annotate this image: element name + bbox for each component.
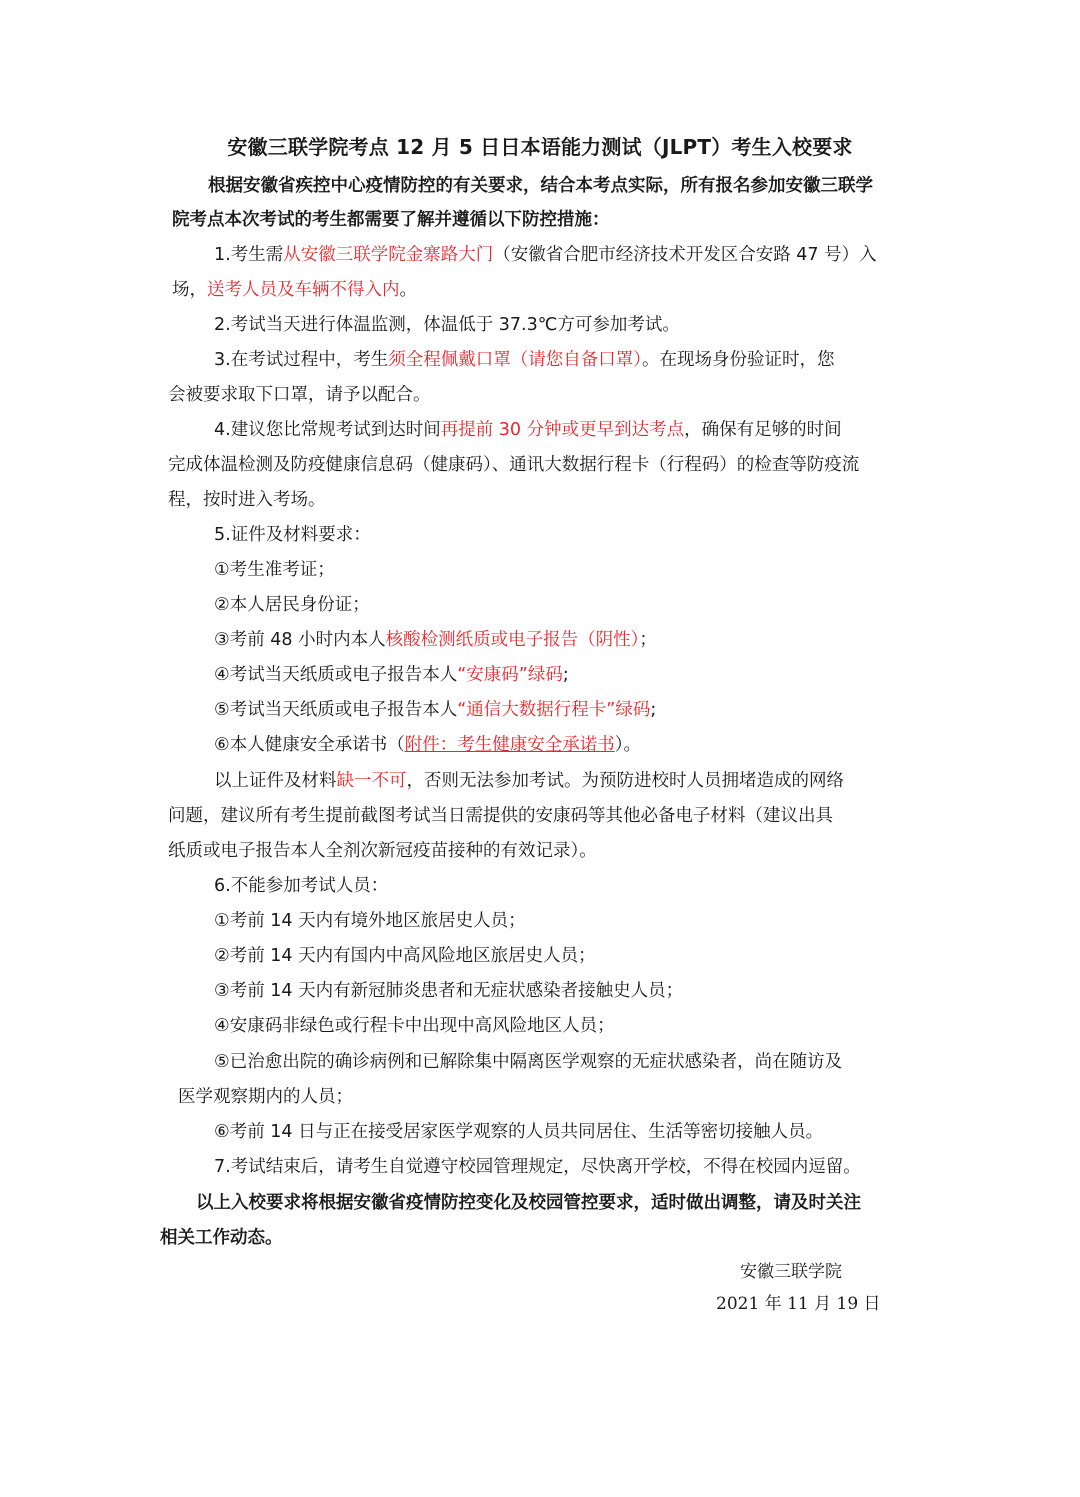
item-5-sub-6-end: ）。 — [614, 735, 641, 755]
item-6-sub-5-line-2: 医学观察期内的人员； — [178, 1087, 353, 1107]
closing-line-1: 以上入校要求将根据安徽省疫情防控变化及校园管控要求，适时做出调整，请及时关注 — [196, 1193, 861, 1213]
item-5-note-line-1 — [214, 766, 844, 796]
item-5-sub-5-end: ; — [650, 700, 657, 720]
item-5-note-line-2: 问题，建议所有考生提前截图考试当日需提供的安康码等其他必备电子材料（建议出具 — [168, 806, 833, 826]
document-title: 安徽三联学院考点 12 月 5 日日本语能力测试（JLPT）考生入校要求 — [227, 135, 853, 159]
item-3-mask-highlight: 须全程佩戴口罩（请您自备口罩） — [388, 350, 642, 370]
item-5-sub-4 — [214, 660, 569, 690]
item-1-entrance-highlight: 从安徽三联学院金寨路大门 — [283, 245, 494, 265]
item-6-heading: 6.不能参加考试人员： — [214, 876, 389, 896]
item-4-text-cont: ，确保有足够的时间 — [684, 420, 842, 440]
item-5-sub-4-end: ; — [562, 665, 569, 685]
signature-date: 2021 年 11 月 19 日 — [716, 1294, 881, 1314]
item-6-sub-2: ②考前 14 天内有国内中高风险地区旅居史人员； — [214, 946, 596, 966]
item-4-arrival-highlight: 再提前 30 分钟或更早到达考点 — [440, 420, 685, 440]
item-1-line-1 — [214, 240, 877, 270]
intro-line-1: 根据安徽省疾控中心疫情防控的有关要求，结合本考点实际，所有报名参加安徽三联学 — [208, 176, 873, 196]
item-4-text: 4.建议您比常规考试到达时间 — [214, 420, 441, 440]
item-5-sub-2: ②本人居民身份证； — [214, 595, 370, 615]
signature-organization: 安徽三联学院 — [740, 1262, 842, 1282]
item-3-line-1 — [214, 345, 834, 375]
item-5-sub-5-text: ⑤考试当天纸质或电子报告本人 — [214, 700, 458, 720]
item-5-heading: 5.证件及材料要求： — [214, 525, 371, 545]
item-5-sub-6-text: ⑥本人健康安全承诺书（ — [214, 735, 405, 755]
item-5-sub-3-text: ③考前 48 小时内本人 — [214, 630, 386, 650]
item-1-no-escort-highlight: 送考人员及车辆不得入内 — [207, 280, 400, 300]
item-5-sub-1: ①考生准考证； — [214, 560, 335, 580]
indispensable-highlight: 缺一不可 — [336, 771, 407, 791]
item-1-text-cont: 场， — [172, 280, 207, 300]
item-7: 7.考试结束后，请考生自觉遵守校园管理规定，尽快离开学校，不得在校园内逗留。 — [214, 1157, 861, 1177]
item-5-sub-3 — [214, 625, 657, 655]
closing-line-2: 相关工作动态。 — [160, 1228, 283, 1248]
item-5-sub-4-text: ④考试当天纸质或电子报告本人 — [214, 665, 458, 685]
item-6-sub-4: ④安康码非绿色或行程卡中出现中高风险地区人员； — [214, 1016, 615, 1036]
item-2: 2.考试当天进行体温监测，体温低于 37.3℃方可参加考试。 — [214, 315, 680, 335]
intro-line-2: 院考点本次考试的考生都需要了解并遵循以下防控措施： — [172, 210, 610, 230]
item-1-line-2 — [172, 275, 417, 305]
item-4-line-1 — [214, 415, 842, 445]
nucleic-test-highlight: 核酸检测纸质或电子报告（阴性） — [385, 630, 640, 650]
item-6-sub-1: ①考前 14 天内有境外地区旅居史人员； — [214, 911, 526, 931]
item-3-line-2: 会被要求取下口罩，请予以配合。 — [168, 385, 431, 405]
attachment-link[interactable]: 附件：考生健康安全承诺书 — [404, 735, 615, 755]
item-5-sub-6 — [214, 730, 641, 760]
item-3-text: 3.在考试过程中，考生 — [214, 350, 389, 370]
item-1-period: 。 — [399, 280, 417, 300]
item-5-note-text: 以上证件及材料 — [214, 771, 337, 791]
item-3-text-cont: 。在现场身份验证时，您 — [641, 350, 835, 370]
item-5-sub-5 — [214, 695, 656, 725]
item-5-note-line-3: 纸质或电子报告本人全剂次新冠疫苗接种的有效记录）。 — [168, 841, 597, 861]
item-1-text: 1.考生需 — [214, 245, 284, 265]
item-6-sub-6: ⑥考前 14 日与正在接受居家医学观察的人员共同居住、生活等密切接触人员。 — [214, 1122, 824, 1142]
item-6-sub-5-line-1: ⑤已治愈出院的确诊病例和已解除集中隔离医学观察的无症状感染者，尚在随访及 — [214, 1052, 843, 1072]
item-5-sub-3-end: ； — [639, 630, 657, 650]
travel-card-highlight: “通信大数据行程卡”绿码 — [457, 700, 651, 720]
item-6-sub-3: ③考前 14 天内有新冠肺炎患者和无症状感染者接触史人员； — [214, 981, 684, 1001]
ankang-code-highlight: “安康码”绿码 — [457, 665, 563, 685]
item-4-line-3: 程，按时进入考场。 — [168, 490, 326, 510]
item-1-address: （安徽省合肥市经济技术开发区合安路 47 号）入 — [493, 245, 877, 265]
item-5-note-text-cont: ，否则无法参加考试。为预防进校时人员拥堵造成的网络 — [406, 771, 844, 791]
item-4-line-2: 完成体温检测及防疫健康信息码（健康码）、通讯大数据行程卡（行程码）的检查等防疫流 — [168, 455, 860, 475]
